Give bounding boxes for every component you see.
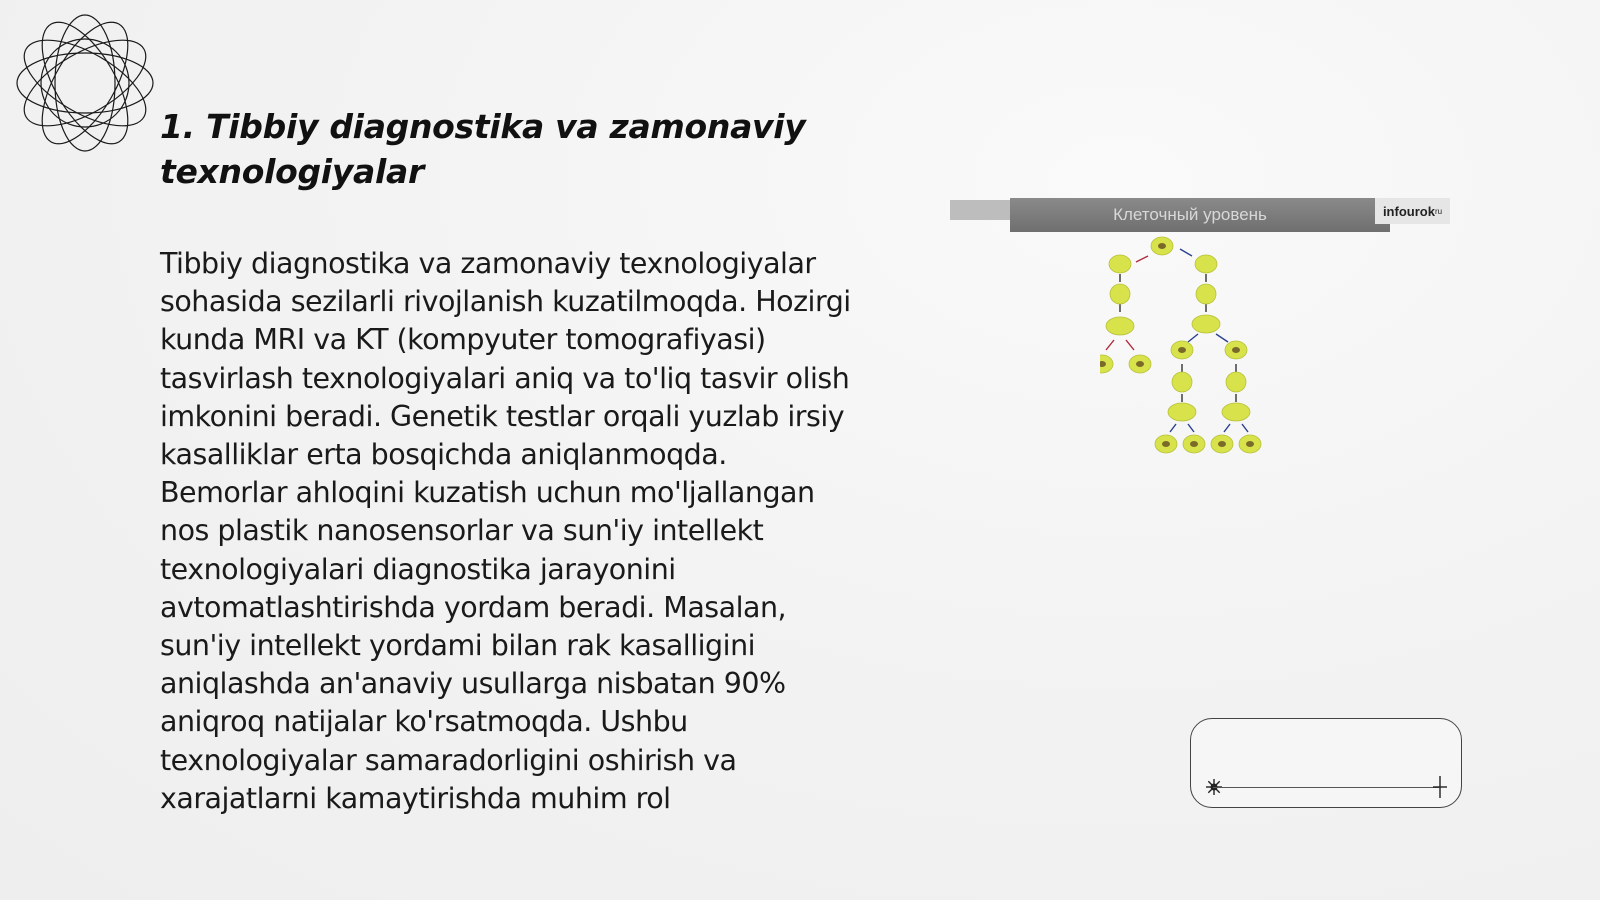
player-progress-track[interactable] bbox=[1213, 787, 1439, 788]
embedded-video[interactable] bbox=[950, 198, 1450, 488]
slide-title: 1. Tibbiy diagnostika va zamonaviy texnologiyalar bbox=[160, 107, 806, 191]
slide-body-text: Tibbiy diagnostika va zamonaviy texnologiyalar sohasida sezilarli rivojlanish kuzatilmoqda. Hozirgi kunda MRI va KT (kompyuter tomografiyasi) tasvirlash texnologiyalari aniq va to'liq tasvir olish imkonini beradi. Genetik testlar orqali yuzlab irsiy kasalliklar erta bosqichda aniqlanmoqda. Bemorlar ahloqini kuzatish uchun mo'ljallangan nos plastik nanosensorlar va sun'iy intellekt texnologiyalari diagnostika jarayonini avtomatlashtirishda yordam beradi. Masalan, sun'iy intellekt yordami bilan rak kasalligini aniqlashda an'anaviy usullarga nisbatan 90% aniqroq natijalar ko'rsatmoqda. Ushbu texnologiyalar samaradorligini oshirish va xarajatlarni kamaytirishda muhim rol bbox=[160, 247, 851, 815]
video-title: Клеточный уровень bbox=[1113, 205, 1267, 224]
video-header-bar-left bbox=[950, 200, 1012, 220]
media-player-controls[interactable] bbox=[1190, 718, 1462, 808]
video-title-bar bbox=[1010, 198, 1390, 232]
brand-name: infourok bbox=[1382, 203, 1435, 219]
rosette-logo bbox=[10, 8, 160, 158]
brand-suffix: ru bbox=[1434, 206, 1443, 216]
cursor-cross-icon[interactable] bbox=[1433, 776, 1447, 798]
cell-division-diagram bbox=[1100, 234, 1300, 474]
video-brand-logo bbox=[1375, 198, 1450, 224]
